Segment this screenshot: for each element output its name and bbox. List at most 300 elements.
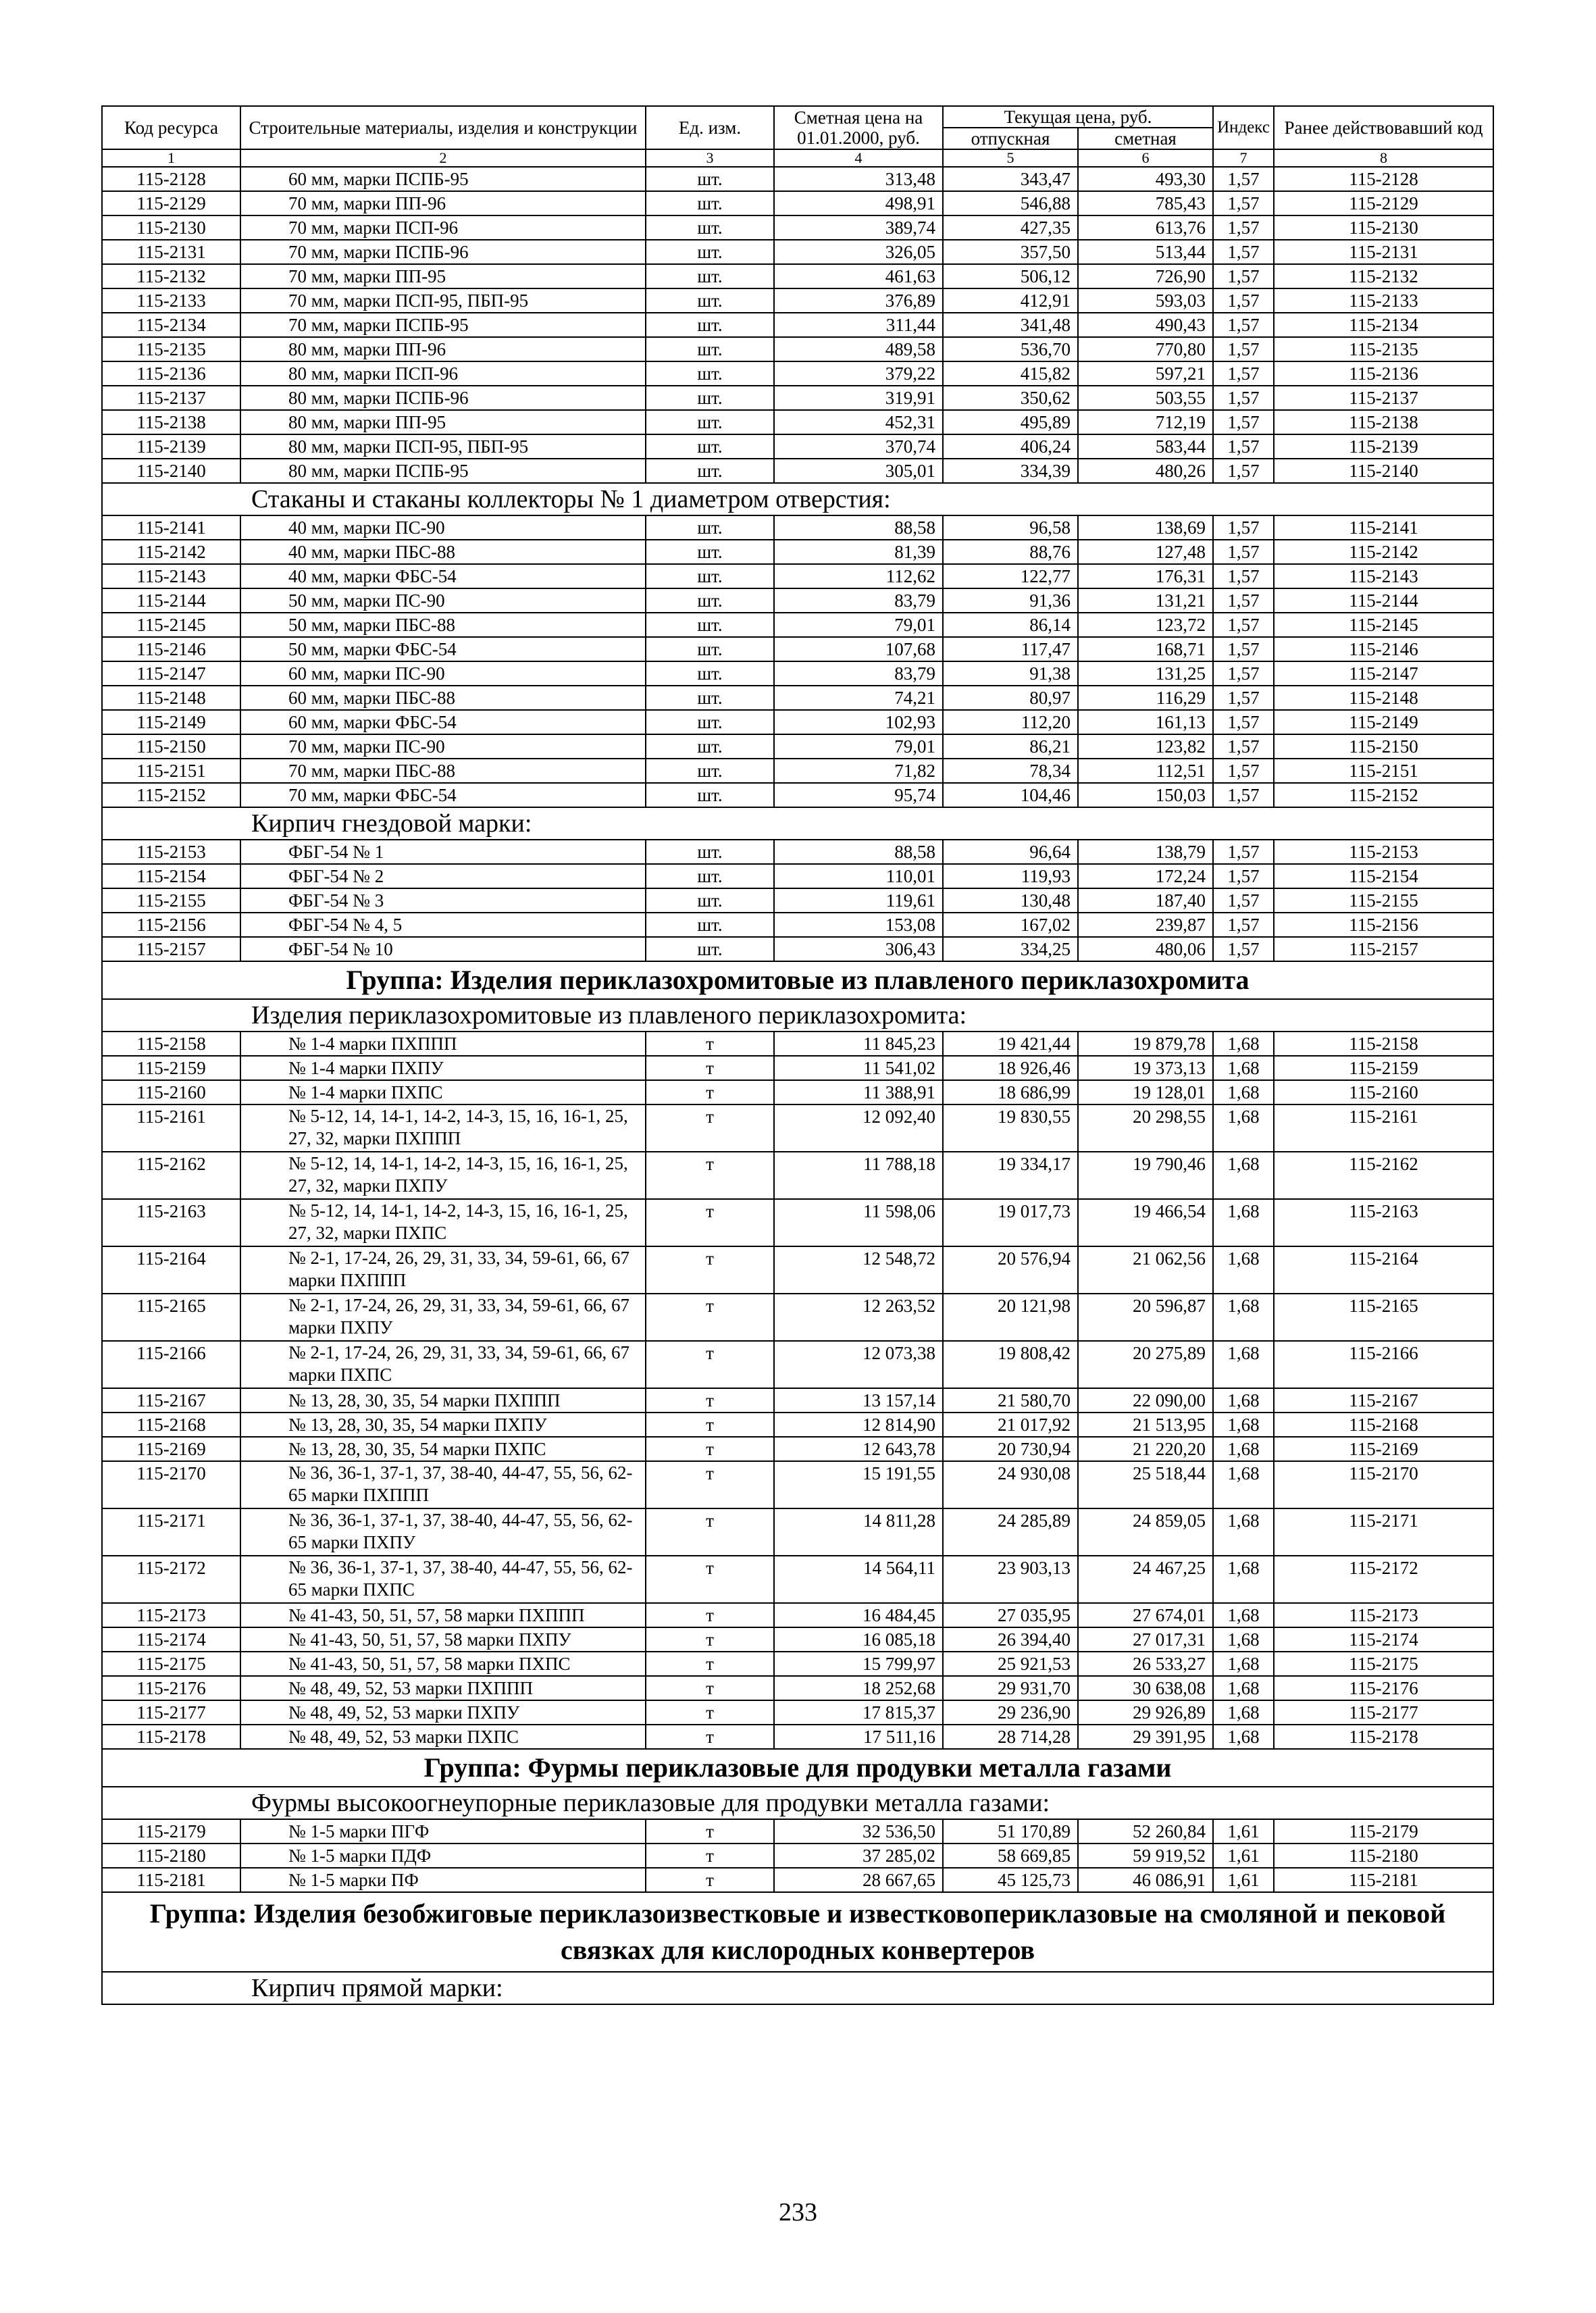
release-price: 406,24: [943, 434, 1078, 459]
release-price: 350,62: [943, 386, 1078, 410]
release-price: 415,82: [943, 361, 1078, 386]
base-price: 16 085,18: [774, 1627, 943, 1652]
unit: шт.: [646, 937, 774, 961]
table-row: [102, 1508, 1493, 1556]
subsection-row: [102, 483, 1493, 515]
price-index: 1,68: [1213, 1294, 1274, 1341]
price-index: 1,61: [1213, 1868, 1274, 1892]
release-price: 122,77: [943, 564, 1078, 588]
estimate-price: 26 533,27: [1078, 1652, 1213, 1676]
material-name: 80 мм, марки ПСП-96: [240, 361, 646, 386]
material-name: 80 мм, марки ПП-95: [240, 410, 646, 434]
price-index: 1,68: [1213, 1437, 1274, 1461]
release-price: 104,46: [943, 783, 1078, 807]
base-price: 498,91: [774, 191, 943, 215]
resource-code: 115-2172: [102, 1556, 240, 1603]
header-base-price: Сметная цена на 01.01.2000, руб.: [774, 106, 943, 149]
header-release-price: отпускная: [943, 128, 1078, 149]
release-price: 21 580,70: [943, 1388, 1078, 1413]
resource-code: 115-2133: [102, 288, 240, 313]
table-row: [102, 1652, 1493, 1676]
material-name: 40 мм, марки ПС-90: [240, 515, 646, 540]
estimate-price: 480,06: [1078, 937, 1213, 961]
release-price: 26 394,40: [943, 1627, 1078, 1652]
column-number: 5: [943, 149, 1078, 167]
previous-code: 115-2151: [1274, 759, 1493, 783]
estimate-price: 112,51: [1078, 759, 1213, 783]
subsection-row: [102, 1787, 1493, 1819]
material-name: 70 мм, марки ПП-95: [240, 264, 646, 288]
unit: шт.: [646, 588, 774, 613]
subsection-row: [102, 1972, 1493, 2004]
price-index: 1,61: [1213, 1819, 1274, 1844]
resource-code: 115-2179: [102, 1819, 240, 1844]
base-price: 32 536,50: [774, 1819, 943, 1844]
estimate-price: 172,24: [1078, 864, 1213, 888]
price-index: 1,57: [1213, 288, 1274, 313]
previous-code: 115-2150: [1274, 734, 1493, 759]
base-price: 389,74: [774, 215, 943, 240]
price-index: 1,68: [1213, 1080, 1274, 1104]
previous-code: 115-2132: [1274, 264, 1493, 288]
unit: т: [646, 1844, 774, 1868]
column-number: 6: [1078, 149, 1213, 167]
header-previous-code: Ранее действовавший код: [1274, 106, 1493, 149]
material-name: ФБГ-54 № 1: [240, 840, 646, 864]
material-name: № 1-5 марки ПДФ: [240, 1844, 646, 1868]
material-name: ФБГ-54 № 4, 5: [240, 913, 646, 937]
unit: шт.: [646, 759, 774, 783]
price-index: 1,57: [1213, 240, 1274, 264]
previous-code: 115-2142: [1274, 540, 1493, 564]
previous-code: 115-2161: [1274, 1104, 1493, 1152]
release-price: 19 830,55: [943, 1104, 1078, 1152]
material-name: № 2-1, 17-24, 26, 29, 31, 33, 34, 59-61, 66, 67 марки ПХПС: [240, 1341, 646, 1388]
unit: т: [646, 1819, 774, 1844]
material-name: № 1-5 марки ПГФ: [240, 1819, 646, 1844]
resource-code: 115-2149: [102, 710, 240, 734]
base-price: 11 541,02: [774, 1056, 943, 1080]
resource-code: 115-2155: [102, 888, 240, 913]
base-price: 13 157,14: [774, 1388, 943, 1413]
table-row: [102, 937, 1493, 961]
estimate-price: 46 086,91: [1078, 1868, 1213, 1892]
unit: т: [646, 1294, 774, 1341]
base-price: 11 788,18: [774, 1152, 943, 1199]
previous-code: 115-2136: [1274, 361, 1493, 386]
previous-code: 115-2130: [1274, 215, 1493, 240]
table-row: [102, 864, 1493, 888]
release-price: 19 808,42: [943, 1341, 1078, 1388]
previous-code: 115-2131: [1274, 240, 1493, 264]
previous-code: 115-2172: [1274, 1556, 1493, 1603]
previous-code: 115-2155: [1274, 888, 1493, 913]
material-name: № 5-12, 14, 14-1, 14-2, 14-3, 15, 16, 16-1, 25, 27, 32, марки ПХПУ: [240, 1152, 646, 1199]
unit: шт.: [646, 313, 774, 337]
material-name: № 1-4 марки ПХПС: [240, 1080, 646, 1104]
estimate-price: 131,25: [1078, 661, 1213, 686]
price-index: 1,68: [1213, 1056, 1274, 1080]
resource-code: 115-2176: [102, 1676, 240, 1700]
base-price: 11 598,06: [774, 1199, 943, 1246]
page-number: 233: [779, 2198, 817, 2227]
header-code: Код ресурса: [102, 106, 240, 149]
estimate-price: 138,69: [1078, 515, 1213, 540]
unit: т: [646, 1437, 774, 1461]
table-row: [102, 1819, 1493, 1844]
resource-code: 115-2134: [102, 313, 240, 337]
resource-code: 115-2159: [102, 1056, 240, 1080]
price-index: 1,57: [1213, 515, 1274, 540]
resource-code: 115-2146: [102, 637, 240, 661]
unit: т: [646, 1388, 774, 1413]
material-name: № 5-12, 14, 14-1, 14-2, 14-3, 15, 16, 16-1, 25, 27, 32, марки ПХПС: [240, 1199, 646, 1246]
unit: т: [646, 1461, 774, 1508]
base-price: 12 092,40: [774, 1104, 943, 1152]
unit: т: [646, 1413, 774, 1437]
base-price: 74,21: [774, 686, 943, 710]
base-price: 11 845,23: [774, 1032, 943, 1056]
unit: шт.: [646, 613, 774, 637]
resource-code: 115-2151: [102, 759, 240, 783]
base-price: 379,22: [774, 361, 943, 386]
table-row: [102, 1032, 1493, 1056]
base-price: 15 799,97: [774, 1652, 943, 1676]
previous-code: 115-2134: [1274, 313, 1493, 337]
base-price: 79,01: [774, 734, 943, 759]
price-index: 1,57: [1213, 313, 1274, 337]
release-price: 24 285,89: [943, 1508, 1078, 1556]
column-number: 3: [646, 149, 774, 167]
unit: т: [646, 1032, 774, 1056]
material-name: 70 мм, марки ПБС-88: [240, 759, 646, 783]
previous-code: 115-2158: [1274, 1032, 1493, 1056]
resource-code: 115-2132: [102, 264, 240, 288]
base-price: 370,74: [774, 434, 943, 459]
table-row: [102, 1080, 1493, 1104]
unit: шт.: [646, 386, 774, 410]
material-name: 80 мм, марки ПСПБ-95: [240, 459, 646, 483]
material-name: № 5-12, 14, 14-1, 14-2, 14-3, 15, 16, 16-1, 25, 27, 32, марки ПХППП: [240, 1104, 646, 1152]
material-name: № 41-43, 50, 51, 57, 58 марки ПХППП: [240, 1603, 646, 1627]
previous-code: 115-2160: [1274, 1080, 1493, 1104]
estimate-price: 138,79: [1078, 840, 1213, 864]
unit: шт.: [646, 686, 774, 710]
base-price: 17 511,16: [774, 1725, 943, 1749]
base-price: 376,89: [774, 288, 943, 313]
price-index: 1,68: [1213, 1508, 1274, 1556]
table-row: [102, 1461, 1493, 1508]
price-index: 1,57: [1213, 434, 1274, 459]
estimate-price: 785,43: [1078, 191, 1213, 215]
release-price: 334,25: [943, 937, 1078, 961]
unit: шт.: [646, 710, 774, 734]
release-price: 96,64: [943, 840, 1078, 864]
previous-code: 115-2175: [1274, 1652, 1493, 1676]
previous-code: 115-2171: [1274, 1508, 1493, 1556]
price-index: 1,57: [1213, 215, 1274, 240]
price-index: 1,57: [1213, 686, 1274, 710]
previous-code: 115-2146: [1274, 637, 1493, 661]
resource-code: 115-2171: [102, 1508, 240, 1556]
material-name: № 1-4 марки ПХППП: [240, 1032, 646, 1056]
unit: шт.: [646, 540, 774, 564]
resource-code: 115-2180: [102, 1844, 240, 1868]
release-price: 91,36: [943, 588, 1078, 613]
table-row: [102, 1700, 1493, 1725]
resource-code: 115-2128: [102, 167, 240, 191]
table-row: [102, 191, 1493, 215]
material-name: 70 мм, марки ПП-96: [240, 191, 646, 215]
header-current-price: Текущая цена, руб.: [943, 106, 1213, 128]
unit: шт.: [646, 361, 774, 386]
table-row: [102, 1868, 1493, 1892]
previous-code: 115-2166: [1274, 1341, 1493, 1388]
release-price: 19 017,73: [943, 1199, 1078, 1246]
table-row: [102, 215, 1493, 240]
previous-code: 115-2148: [1274, 686, 1493, 710]
release-price: 20 730,94: [943, 1437, 1078, 1461]
unit: т: [646, 1556, 774, 1603]
resource-code: 115-2165: [102, 1294, 240, 1341]
base-price: 110,01: [774, 864, 943, 888]
release-price: 86,14: [943, 613, 1078, 637]
base-price: 95,74: [774, 783, 943, 807]
table-row: [102, 361, 1493, 386]
previous-code: 115-2129: [1274, 191, 1493, 215]
table-row: [102, 686, 1493, 710]
release-price: 18 926,46: [943, 1056, 1078, 1080]
price-index: 1,68: [1213, 1652, 1274, 1676]
table-row: [102, 1844, 1493, 1868]
material-name: № 48, 49, 52, 53 марки ПХППП: [240, 1676, 646, 1700]
price-index: 1,57: [1213, 710, 1274, 734]
base-price: 313,48: [774, 167, 943, 191]
base-price: 17 815,37: [774, 1700, 943, 1725]
base-price: 16 484,45: [774, 1603, 943, 1627]
estimate-price: 29 926,89: [1078, 1700, 1213, 1725]
release-price: 357,50: [943, 240, 1078, 264]
resource-code: 115-2166: [102, 1341, 240, 1388]
resource-code: 115-2168: [102, 1413, 240, 1437]
material-name: № 36, 36-1, 37-1, 37, 38-40, 44-47, 55, 56, 62-65 марки ПХПС: [240, 1556, 646, 1603]
release-price: 536,70: [943, 337, 1078, 361]
previous-code: 115-2137: [1274, 386, 1493, 410]
unit: шт.: [646, 459, 774, 483]
material-name: 60 мм, марки ПС-90: [240, 661, 646, 686]
previous-code: 115-2173: [1274, 1603, 1493, 1627]
price-index: 1,57: [1213, 759, 1274, 783]
base-price: 326,05: [774, 240, 943, 264]
table-row: [102, 1413, 1493, 1437]
unit: т: [646, 1652, 774, 1676]
base-price: 119,61: [774, 888, 943, 913]
price-index: 1,57: [1213, 386, 1274, 410]
previous-code: 115-2145: [1274, 613, 1493, 637]
material-name: № 36, 36-1, 37-1, 37, 38-40, 44-47, 55, 56, 62-65 марки ПХППП: [240, 1461, 646, 1508]
release-price: 78,34: [943, 759, 1078, 783]
release-price: 506,12: [943, 264, 1078, 288]
unit: шт.: [646, 888, 774, 913]
release-price: 96,58: [943, 515, 1078, 540]
table-row: [102, 288, 1493, 313]
previous-code: 115-2179: [1274, 1819, 1493, 1844]
base-price: 461,63: [774, 264, 943, 288]
unit: шт.: [646, 515, 774, 540]
unit: шт.: [646, 167, 774, 191]
table-row: [102, 1676, 1493, 1700]
group-title: Группа: Фурмы периклазовые для продувки металла газами: [102, 1749, 1493, 1787]
subsection-title: Стаканы и стаканы коллекторы № 1 диаметром отверстия:: [102, 483, 1493, 515]
price-index: 1,57: [1213, 637, 1274, 661]
release-price: 119,93: [943, 864, 1078, 888]
previous-code: 115-2144: [1274, 588, 1493, 613]
base-price: 88,58: [774, 515, 943, 540]
previous-code: 115-2176: [1274, 1676, 1493, 1700]
subsection-row: [102, 999, 1493, 1032]
resource-code: 115-2162: [102, 1152, 240, 1199]
material-name: 60 мм, марки ПБС-88: [240, 686, 646, 710]
previous-code: 115-2147: [1274, 661, 1493, 686]
material-name: ФБГ-54 № 10: [240, 937, 646, 961]
base-price: 12 814,90: [774, 1413, 943, 1437]
unit: шт.: [646, 240, 774, 264]
material-name: № 48, 49, 52, 53 марки ПХПС: [240, 1725, 646, 1749]
table-row: [102, 410, 1493, 434]
resource-code: 115-2153: [102, 840, 240, 864]
column-number: 1: [102, 149, 240, 167]
group-row: [102, 961, 1493, 999]
price-index: 1,57: [1213, 888, 1274, 913]
release-price: 58 669,85: [943, 1844, 1078, 1868]
release-price: 427,35: [943, 215, 1078, 240]
base-price: 12 643,78: [774, 1437, 943, 1461]
previous-code: 115-2152: [1274, 783, 1493, 807]
estimate-price: 597,21: [1078, 361, 1213, 386]
table-row: [102, 1603, 1493, 1627]
estimate-price: 59 919,52: [1078, 1844, 1213, 1868]
material-name: 60 мм, марки ПСПБ-95: [240, 167, 646, 191]
estimate-price: 187,40: [1078, 888, 1213, 913]
base-price: 15 191,55: [774, 1461, 943, 1508]
group-title: Группа: Изделия безобжиговые периклазоизвестковые и известковопериклазовые на смоляной и пековой связках для кислородных конвертеров: [102, 1892, 1493, 1972]
estimate-price: 19 466,54: [1078, 1199, 1213, 1246]
unit: т: [646, 1700, 774, 1725]
price-index: 1,57: [1213, 840, 1274, 864]
release-price: 546,88: [943, 191, 1078, 215]
column-number: 2: [240, 149, 646, 167]
estimate-price: 123,72: [1078, 613, 1213, 637]
previous-code: 115-2170: [1274, 1461, 1493, 1508]
resource-code: 115-2152: [102, 783, 240, 807]
previous-code: 115-2177: [1274, 1700, 1493, 1725]
resource-code: 115-2141: [102, 515, 240, 540]
price-index: 1,68: [1213, 1199, 1274, 1246]
release-price: 29 931,70: [943, 1676, 1078, 1700]
estimate-price: 131,21: [1078, 588, 1213, 613]
material-name: 70 мм, марки ФБС-54: [240, 783, 646, 807]
base-price: 102,93: [774, 710, 943, 734]
estimate-price: 30 638,08: [1078, 1676, 1213, 1700]
price-index: 1,57: [1213, 337, 1274, 361]
estimate-price: 593,03: [1078, 288, 1213, 313]
previous-code: 115-2168: [1274, 1413, 1493, 1437]
release-price: 167,02: [943, 913, 1078, 937]
release-price: 19 334,17: [943, 1152, 1078, 1199]
base-price: 452,31: [774, 410, 943, 434]
resource-code: 115-2174: [102, 1627, 240, 1652]
base-price: 12 263,52: [774, 1294, 943, 1341]
previous-code: 115-2138: [1274, 410, 1493, 434]
release-price: 19 421,44: [943, 1032, 1078, 1056]
subsection-row: [102, 807, 1493, 840]
estimate-price: 20 596,87: [1078, 1294, 1213, 1341]
unit: т: [646, 1246, 774, 1294]
table-row: [102, 1056, 1493, 1080]
estimate-price: 20 298,55: [1078, 1104, 1213, 1152]
estimate-price: 712,19: [1078, 410, 1213, 434]
base-price: 28 667,65: [774, 1868, 943, 1892]
estimate-price: 123,82: [1078, 734, 1213, 759]
base-price: 71,82: [774, 759, 943, 783]
group-title: Группа: Изделия периклазохромитовые из плавленого периклазохромита: [102, 961, 1493, 999]
material-name: 80 мм, марки ПСПБ-96: [240, 386, 646, 410]
resource-code: 115-2154: [102, 864, 240, 888]
unit: шт.: [646, 434, 774, 459]
resource-code: 115-2136: [102, 361, 240, 386]
unit: шт.: [646, 264, 774, 288]
estimate-price: 770,80: [1078, 337, 1213, 361]
previous-code: 115-2140: [1274, 459, 1493, 483]
previous-code: 115-2164: [1274, 1246, 1493, 1294]
table-row: [102, 888, 1493, 913]
release-price: 18 686,99: [943, 1080, 1078, 1104]
resource-code: 115-2138: [102, 410, 240, 434]
base-price: 489,58: [774, 337, 943, 361]
table-row: [102, 264, 1493, 288]
price-index: 1,57: [1213, 264, 1274, 288]
release-price: 495,89: [943, 410, 1078, 434]
estimate-price: 726,90: [1078, 264, 1213, 288]
base-price: 79,01: [774, 613, 943, 637]
price-index: 1,57: [1213, 191, 1274, 215]
base-price: 83,79: [774, 661, 943, 686]
unit: шт.: [646, 337, 774, 361]
unit: шт.: [646, 864, 774, 888]
release-price: 130,48: [943, 888, 1078, 913]
subsection-title: Изделия периклазохромитовые из плавленого периклазохромита:: [102, 999, 1493, 1032]
price-index: 1,68: [1213, 1556, 1274, 1603]
material-name: № 1-4 марки ПХПУ: [240, 1056, 646, 1080]
base-price: 11 388,91: [774, 1080, 943, 1104]
header-estimate-price: сметная: [1078, 128, 1213, 149]
material-name: 70 мм, марки ПСПБ-96: [240, 240, 646, 264]
estimate-price: 176,31: [1078, 564, 1213, 588]
resource-code: 115-2181: [102, 1868, 240, 1892]
previous-code: 115-2141: [1274, 515, 1493, 540]
table-row: [102, 337, 1493, 361]
material-name: № 1-5 марки ПФ: [240, 1868, 646, 1892]
material-name: 80 мм, марки ПП-96: [240, 337, 646, 361]
material-name: № 2-1, 17-24, 26, 29, 31, 33, 34, 59-61, 66, 67 марки ПХППП: [240, 1246, 646, 1294]
table-row: [102, 240, 1493, 264]
estimate-price: 19 373,13: [1078, 1056, 1213, 1080]
table-row: [102, 1341, 1493, 1388]
unit: т: [646, 1199, 774, 1246]
material-name: 70 мм, марки ПСПБ-95: [240, 313, 646, 337]
estimate-price: 490,43: [1078, 313, 1213, 337]
unit: шт.: [646, 637, 774, 661]
